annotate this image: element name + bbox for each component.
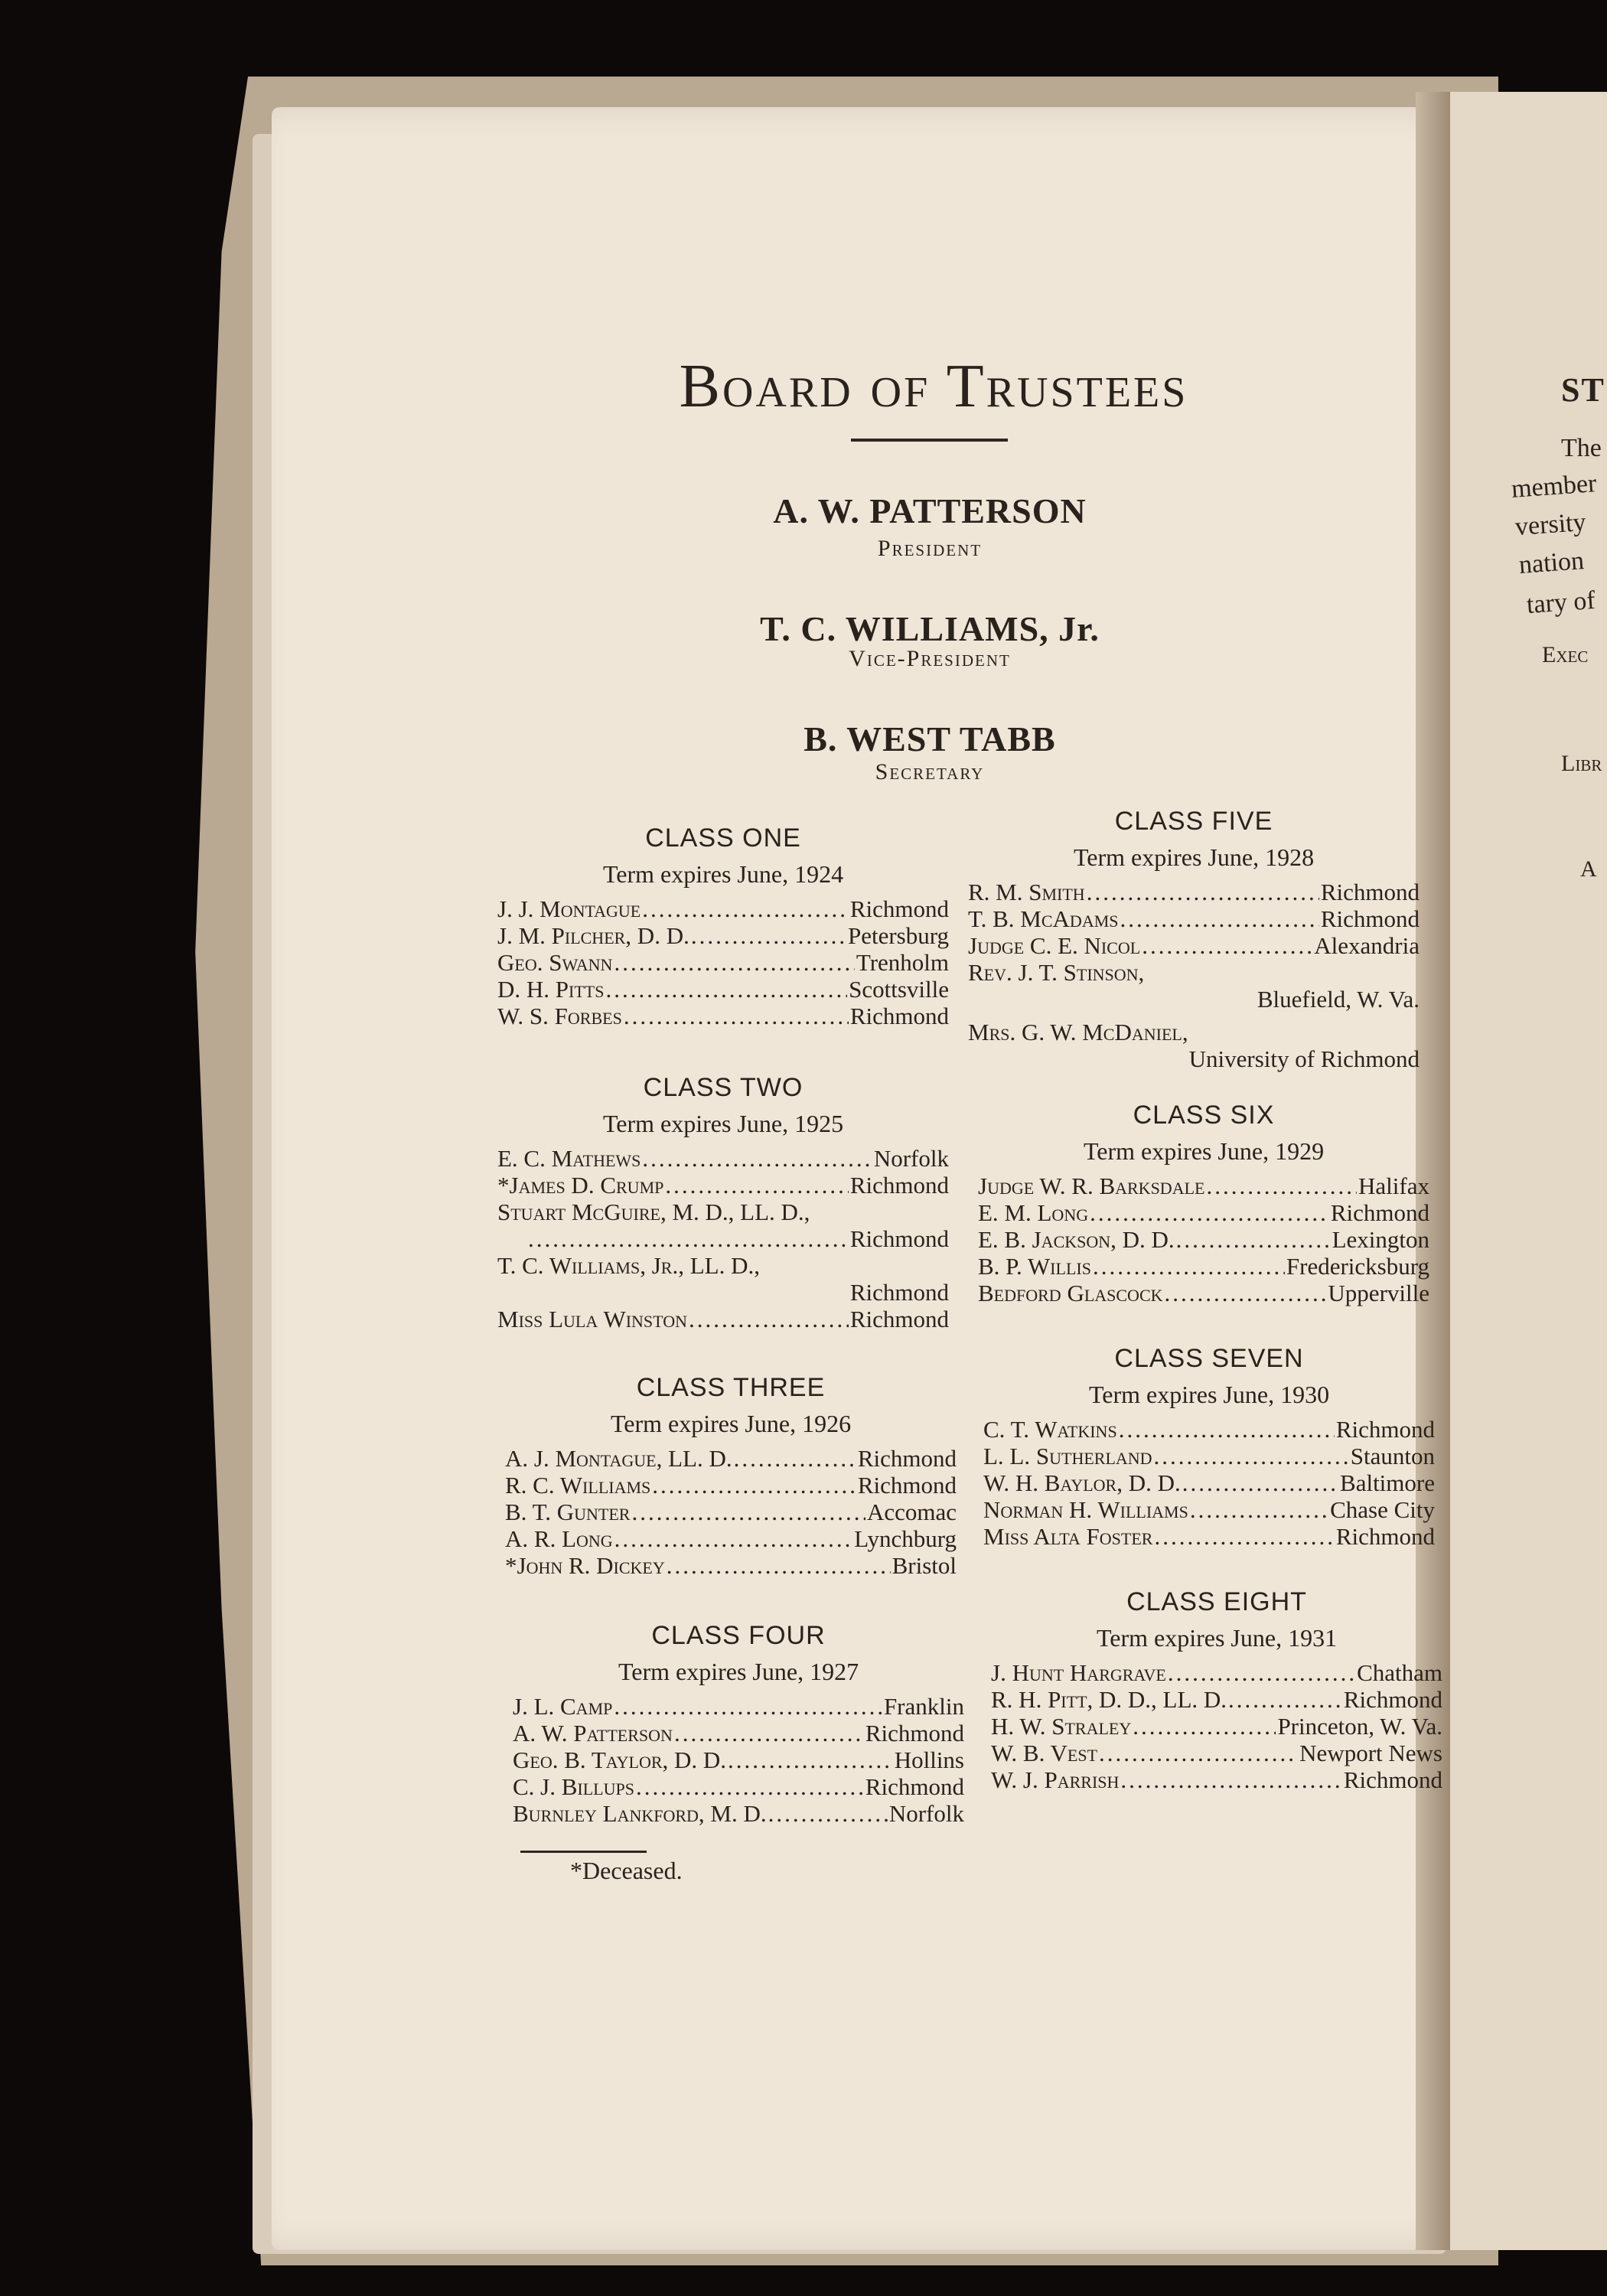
leader-dots (1087, 879, 1319, 905)
vice-president-title: Vice-President (849, 646, 1011, 671)
right-page-line: member (1510, 469, 1598, 504)
trustee-entry (968, 959, 1420, 1013)
right-page (1450, 92, 1607, 2250)
trustee-name: T. B. McAdams (968, 905, 1119, 932)
trustee-city: Accomac (866, 1499, 957, 1525)
leader-dots (631, 1499, 865, 1525)
leader-dots (665, 1172, 848, 1199)
leader-dots (1142, 932, 1312, 959)
trustee-entry (497, 895, 949, 922)
leader-dots (1182, 1469, 1338, 1496)
trustee-city: Richmond (1343, 1766, 1442, 1793)
president-name: A. W. PATTERSON (773, 491, 1087, 530)
trustee-entry (978, 1199, 1429, 1226)
trustee-city: Richmond (865, 1720, 964, 1746)
trustee-name: Rev. J. T. Stinson, (968, 959, 1145, 986)
trustee-name: Judge W. R. Barksdale (978, 1172, 1205, 1199)
trustee-entry (513, 1800, 964, 1827)
leader-dots (614, 1693, 882, 1720)
leader-dots (1228, 1686, 1342, 1713)
trustee-entry (978, 1280, 1429, 1306)
trustee-city: Richmond (1330, 1199, 1429, 1226)
term-expiry: Term expires June, 1924 (602, 860, 844, 888)
trustee-city: Richmond (1335, 1523, 1435, 1550)
trustee-city: Richmond (849, 1279, 949, 1306)
trustee-city: Scottsville (849, 976, 949, 1003)
trustee-entry (968, 905, 1420, 932)
trustee-name: E. M. Long (978, 1199, 1089, 1226)
trustee-name: R. H. Pitt, D. D., LL. D. (991, 1686, 1227, 1713)
trustee-city: Richmond (849, 1172, 949, 1199)
class-eight (991, 1586, 1442, 1793)
trustee-city: Richmond (1343, 1686, 1442, 1713)
trustee-name: Miss Lula Winston (497, 1306, 687, 1332)
class-heading: CLASS SIX (1133, 1101, 1275, 1130)
trustee-name: T. C. Williams, Jr., LL. D., (497, 1252, 760, 1279)
president-title: President (877, 536, 983, 561)
trustee-entry (983, 1443, 1435, 1469)
trustee-city: Norfolk (888, 1800, 964, 1827)
leader-dots (1133, 1713, 1276, 1740)
trustee-city: Newport News (1299, 1740, 1442, 1766)
right-page-heading: ST (1561, 371, 1605, 409)
term-expiry: Term expires June, 1929 (1083, 1137, 1325, 1165)
trustee-name: J. L. Camp (513, 1693, 613, 1720)
trustee-name: Bedford Glascock (978, 1280, 1163, 1306)
class-five (968, 805, 1420, 1072)
trustee-entry (983, 1496, 1435, 1523)
trustee-name: Geo. B. Taylor, D. D. (513, 1746, 727, 1773)
trustee-name: W. J. Parrish (991, 1766, 1120, 1793)
leader-dots (636, 1773, 864, 1800)
trustee-entry (497, 1252, 949, 1306)
trustee-name: C. T. Watkins (983, 1416, 1117, 1443)
leader-dots (691, 922, 846, 949)
trustee-name: J. Hunt Hargrave (991, 1659, 1166, 1686)
leader-dots (614, 949, 854, 976)
leader-dots (1206, 1172, 1357, 1199)
trustee-name: J. J. Montague (497, 895, 641, 922)
leader-dots (689, 1306, 849, 1332)
leader-dots (642, 1145, 872, 1172)
term-expiry: Term expires June, 1927 (618, 1658, 859, 1685)
trustee-entry (497, 1199, 949, 1252)
leader-dots (1120, 905, 1319, 932)
trustee-city: Richmond (1320, 879, 1420, 905)
trustee-entry (505, 1445, 957, 1472)
trustee-city: Fredericksburg (1286, 1253, 1429, 1280)
leader-dots (667, 1552, 891, 1579)
trustee-entry (497, 976, 949, 1003)
vice-president-name: T. C. WILLIAMS, Jr. (760, 609, 1100, 648)
footnote: *Deceased. (570, 1857, 683, 1884)
trustee-city: University of Richmond (1188, 1045, 1420, 1072)
term-expiry: Term expires June, 1925 (602, 1110, 844, 1137)
term-expiry: Term expires June, 1928 (1073, 843, 1315, 871)
trustee-name: A. W. Patterson (513, 1720, 673, 1746)
trustee-name: *James D. Crump (497, 1172, 664, 1199)
leader-dots (528, 1225, 849, 1252)
trustee-entry (991, 1740, 1442, 1766)
trustee-name: Burnley Lankford, M. D. (513, 1800, 767, 1827)
trustee-name: E. C. Mathews (497, 1145, 641, 1172)
class-heading: CLASS TWO (643, 1073, 804, 1102)
trustee-city: Chatham (1357, 1659, 1442, 1686)
trustee-city: Norfolk (873, 1145, 949, 1172)
trustee-city: Franklin (883, 1693, 964, 1720)
class-heading: CLASS FIVE (1114, 807, 1273, 836)
trustee-name: W. B. Vest (991, 1740, 1098, 1766)
trustee-name: Geo. Swann (497, 949, 613, 976)
trustee-name: W. H. Baylor, D. D. (983, 1469, 1181, 1496)
right-page-line: tary of (1525, 585, 1596, 620)
right-page-line: The (1561, 434, 1602, 462)
title-rule (851, 439, 1008, 442)
class-heading: CLASS THREE (636, 1373, 826, 1402)
trustee-entry (978, 1226, 1429, 1253)
trustee-entry (497, 1172, 949, 1199)
trustee-city: Richmond (865, 1773, 964, 1800)
trustee-name: Mrs. G. W. McDaniel, (968, 1019, 1188, 1045)
trustee-city: Richmond (857, 1472, 957, 1499)
trustee-entry (505, 1552, 957, 1579)
trustee-city: Richmond (849, 895, 949, 922)
term-expiry: Term expires June, 1931 (1096, 1624, 1338, 1652)
trustee-city: Richmond (849, 1306, 949, 1332)
trustee-city: Petersburg (847, 922, 949, 949)
trustee-city: Chase City (1330, 1496, 1435, 1523)
trustee-entry (978, 1253, 1429, 1280)
trustee-city: Lexington (1332, 1226, 1429, 1253)
leader-dots (1119, 1416, 1335, 1443)
right-page-label: Exec (1542, 642, 1589, 667)
trustee-city: Lynchburg (854, 1525, 957, 1552)
trustee-entry (968, 932, 1420, 959)
trustee-name: A. R. Long (505, 1525, 613, 1552)
trustee-entry (983, 1523, 1435, 1550)
leader-dots (728, 1746, 893, 1773)
trustee-entry (513, 1693, 964, 1720)
trustee-name: Miss Alta Foster (983, 1523, 1153, 1550)
trustee-name: Stuart McGuire, M. D., LL. D., (497, 1199, 810, 1225)
trustee-entry (505, 1472, 957, 1499)
trustee-name: B. P. Willis (978, 1253, 1091, 1280)
class-one (497, 822, 949, 1029)
trustee-entry (513, 1773, 964, 1800)
trustee-entry (968, 879, 1420, 905)
trustee-entry (991, 1713, 1442, 1740)
class-heading: CLASS FOUR (651, 1621, 826, 1650)
trustee-city: Trenholm (856, 949, 949, 976)
trustee-name: R. M. Smith (968, 879, 1085, 905)
trustee-city: Richmond (1335, 1416, 1435, 1443)
class-heading: CLASS EIGHT (1126, 1587, 1307, 1616)
trustee-name: J. M. Pilcher, D. D. (497, 922, 689, 949)
trustee-city: Princeton, W. Va. (1277, 1713, 1442, 1740)
trustee-name: R. C. Williams (505, 1472, 651, 1499)
leader-dots (614, 1525, 853, 1552)
trustee-entry (983, 1469, 1435, 1496)
trustee-city: Richmond (1320, 905, 1420, 932)
leader-dots (652, 1472, 856, 1499)
leader-dots (1099, 1740, 1298, 1766)
trustee-city: Upperville (1328, 1280, 1429, 1306)
trustee-entry (513, 1746, 964, 1773)
trustee-entry (513, 1720, 964, 1746)
trustee-name: Judge C. E. Nicol (968, 932, 1141, 959)
leader-dots (642, 895, 849, 922)
leader-dots (605, 976, 847, 1003)
trustee-entry (991, 1766, 1442, 1793)
leader-dots (1176, 1226, 1331, 1253)
trustee-entry (497, 1003, 949, 1029)
trustee-name: E. B. Jackson, D. D. (978, 1226, 1175, 1253)
trustee-name: Norman H. Williams (983, 1496, 1188, 1523)
right-page-line: nation (1517, 546, 1586, 579)
leader-dots (1120, 1766, 1341, 1793)
leader-dots (1090, 1199, 1329, 1226)
trustee-entry (991, 1659, 1442, 1686)
class-seven (983, 1342, 1435, 1550)
trustee-city: Halifax (1358, 1172, 1429, 1199)
right-page-line: versity (1514, 507, 1587, 542)
leader-dots (1154, 1523, 1334, 1550)
trustee-city: Alexandria (1314, 932, 1420, 959)
leader-dots (674, 1720, 864, 1746)
trustee-name: H. W. Straley (991, 1713, 1132, 1740)
trustee-entry (505, 1499, 957, 1525)
secretary-title: Secretary (875, 759, 985, 784)
trustee-name: *John R. Dickey (505, 1552, 665, 1579)
trustee-name: W. S. Forbes (497, 1003, 622, 1029)
class-six (978, 1099, 1429, 1306)
trustee-entry (505, 1525, 957, 1552)
page-title: Board of Trustees (679, 353, 1188, 420)
leader-dots (734, 1445, 856, 1472)
leader-dots (1190, 1496, 1328, 1523)
leader-dots (1154, 1443, 1349, 1469)
class-three (505, 1371, 957, 1579)
trustee-name: C. J. Billups (513, 1773, 634, 1800)
trustee-city: Bluefield, W. Va. (1257, 986, 1420, 1013)
secretary-name: B. WEST TABB (804, 719, 1056, 758)
trustee-entry (497, 1306, 949, 1332)
term-expiry: Term expires June, 1930 (1088, 1381, 1330, 1408)
right-page-label: Libr (1561, 751, 1602, 776)
trustee-entry (991, 1686, 1442, 1713)
trustee-entry-continuation (497, 1225, 949, 1252)
class-two (497, 1071, 949, 1332)
footnote-rule (520, 1851, 647, 1853)
leader-dots (624, 1003, 849, 1029)
trustee-name: D. H. Pitts (497, 976, 605, 1003)
trustee-entry (978, 1172, 1429, 1199)
trustee-name: B. T. Gunter (505, 1499, 631, 1525)
trustee-name: L. L. Sutherland (983, 1443, 1152, 1469)
trustee-city: Staunton (1350, 1443, 1435, 1469)
trustee-city: Baltimore (1340, 1469, 1435, 1496)
trustee-city: Bristol (892, 1552, 957, 1579)
right-page-label: A (1580, 856, 1597, 882)
leader-dots (1093, 1253, 1285, 1280)
trustee-city: Richmond (849, 1225, 949, 1252)
leader-dots (1165, 1280, 1327, 1306)
trustee-city: Richmond (849, 1003, 949, 1029)
term-expiry: Term expires June, 1926 (610, 1410, 852, 1437)
trustee-city: Hollins (894, 1746, 964, 1773)
trustee-entry (497, 922, 949, 949)
class-heading: CLASS ONE (645, 823, 801, 853)
trustee-entry (497, 949, 949, 976)
leader-dots (1168, 1659, 1355, 1686)
class-four (513, 1619, 964, 1827)
class-heading: CLASS SEVEN (1114, 1344, 1304, 1373)
trustee-entry (983, 1416, 1435, 1443)
trustee-city: Richmond (857, 1445, 957, 1472)
leader-dots (768, 1800, 888, 1827)
trustee-name: A. J. Montague, LL. D. (505, 1445, 732, 1472)
trustee-entry (968, 1019, 1420, 1072)
trustee-entry (497, 1145, 949, 1172)
